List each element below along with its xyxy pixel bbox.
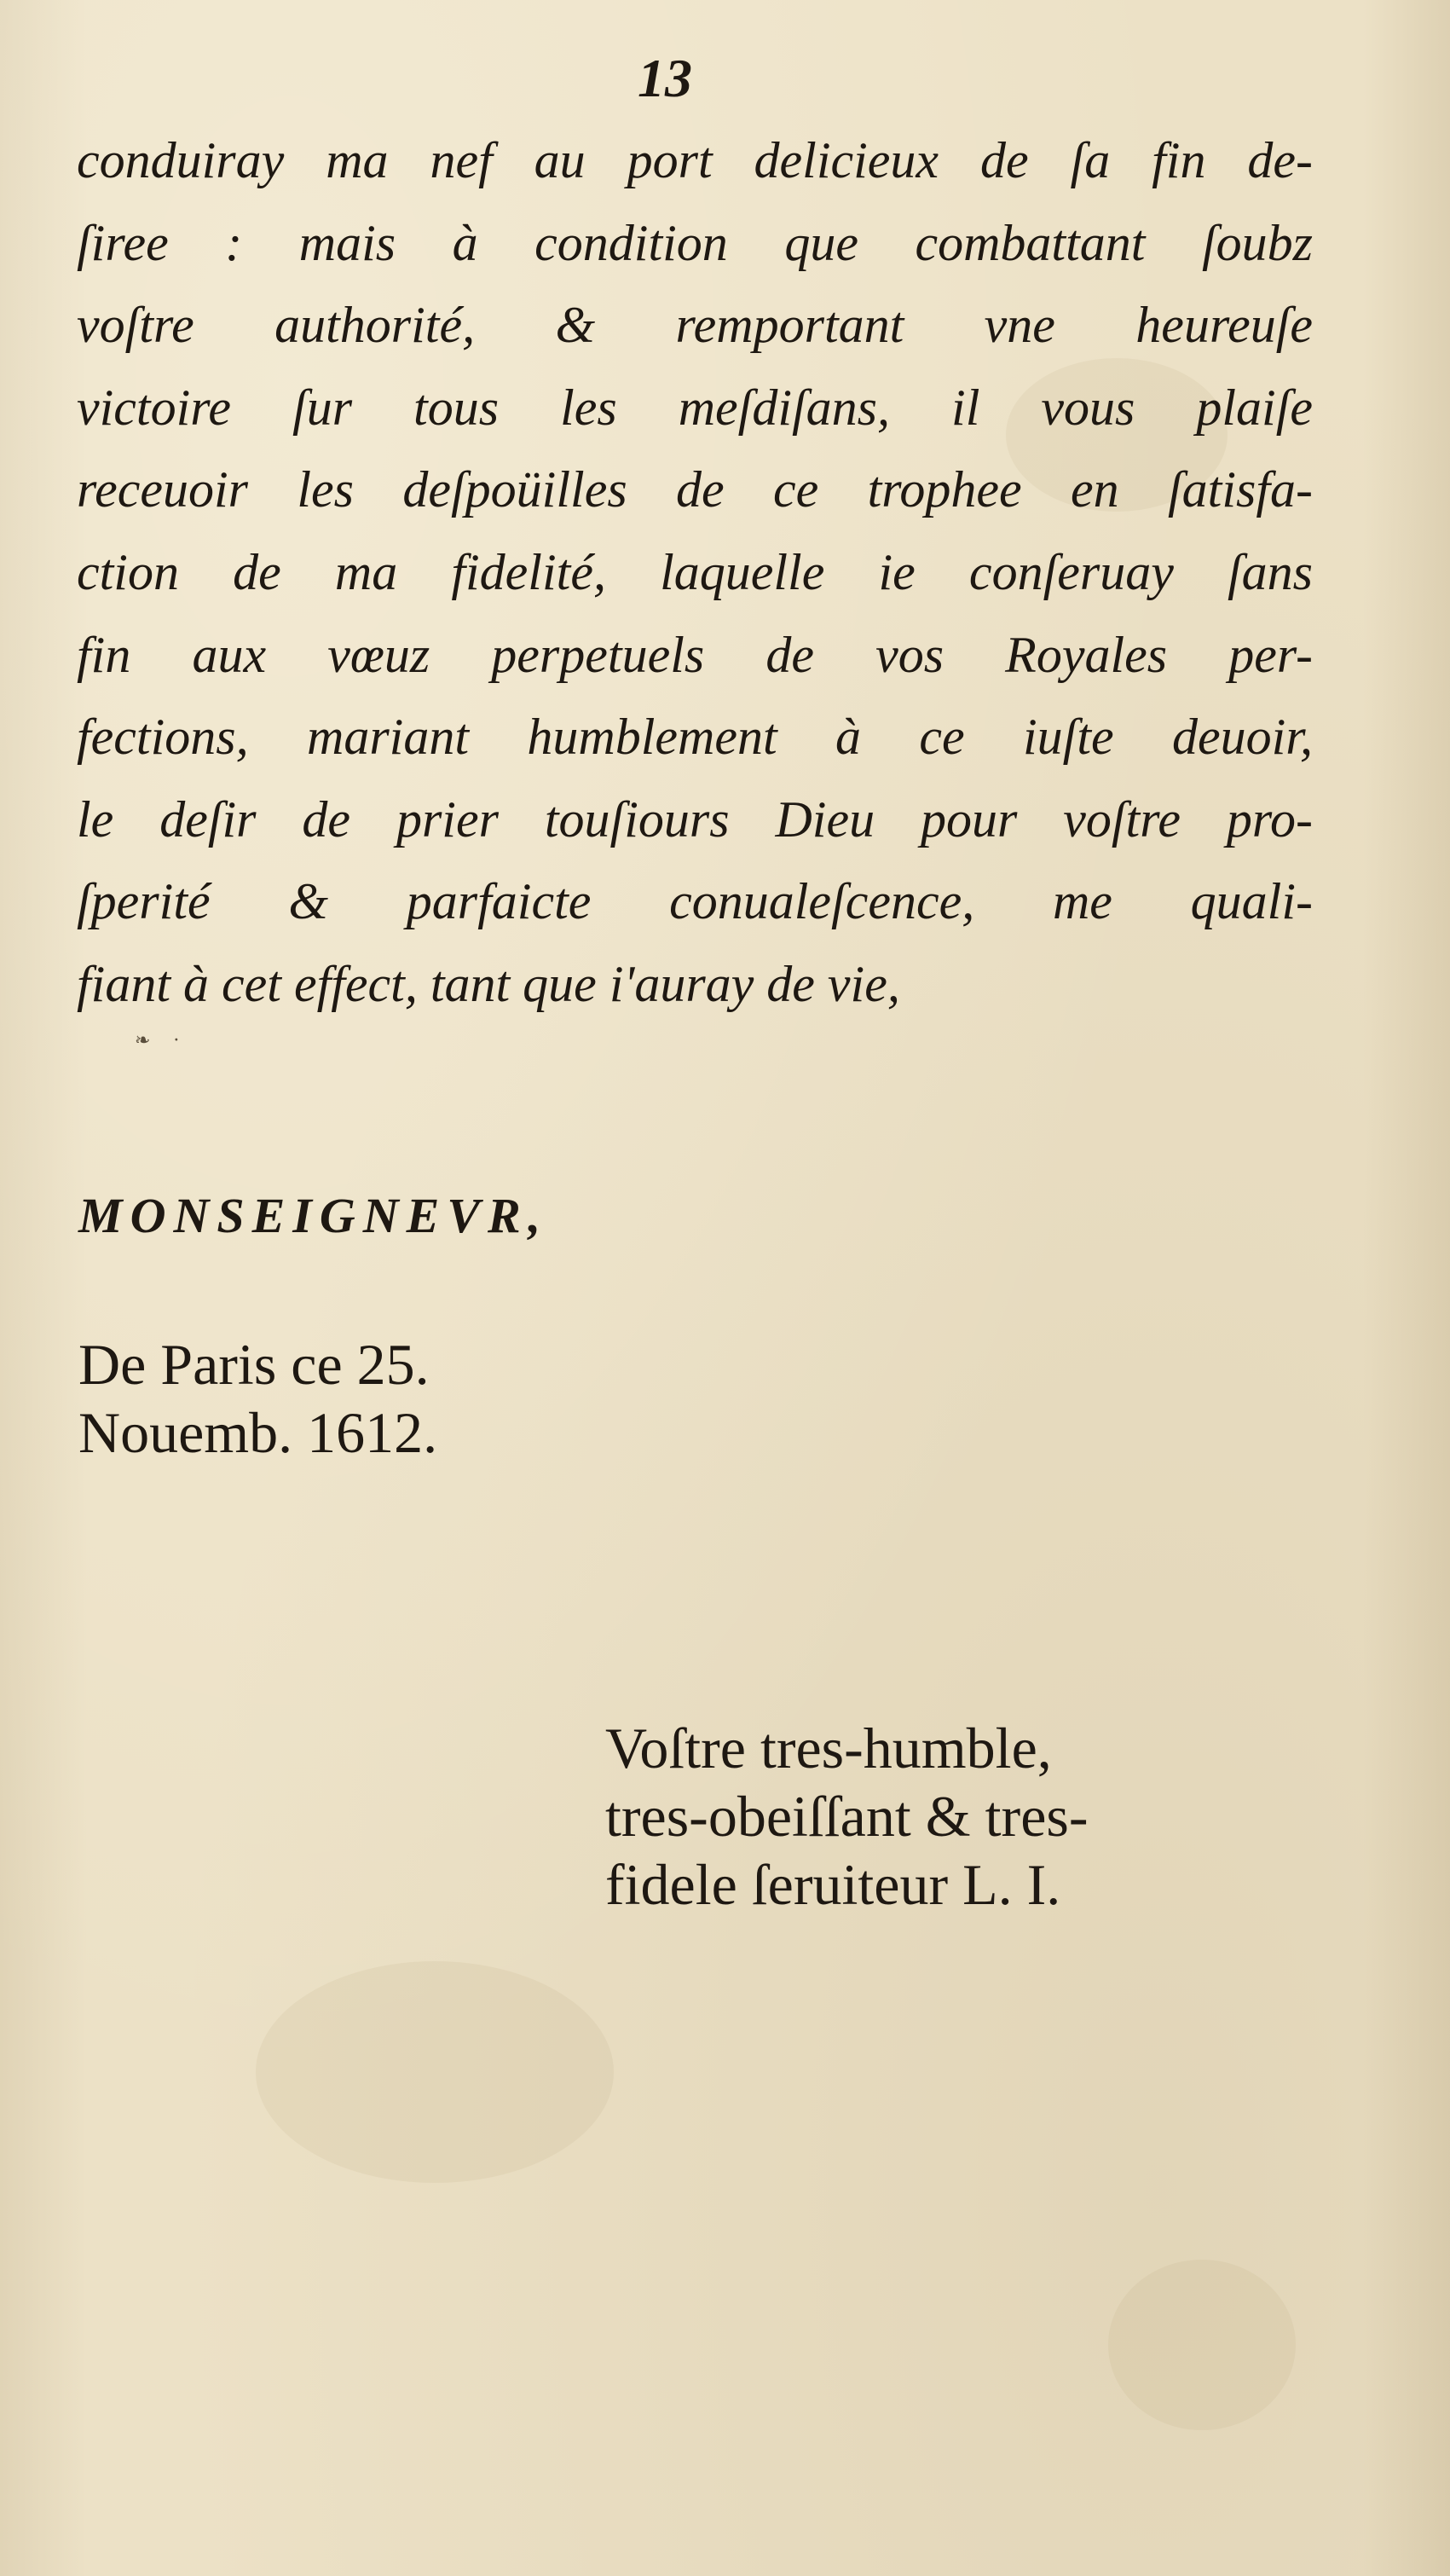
date-line-place: De Paris ce 25.: [78, 1332, 430, 1397]
signature-block: [605, 1714, 1088, 1919]
paper-stain: [256, 1961, 614, 2183]
letter-body: [77, 119, 1313, 1026]
salutation: MONSEIGNEVR,: [78, 1188, 549, 1243]
signature-line: fidele ſeruiteur L. I.: [605, 1852, 1061, 1917]
printer-ornament: ❧ ·: [135, 1030, 188, 1051]
date-line: [78, 1330, 437, 1467]
body-line: ction de ma fidelité, laquelle ie conſeruay ſans: [77, 543, 1313, 600]
body-line: fections, mariant humblement à ce iuſte deuoir,: [77, 709, 1313, 766]
body-line: voſtre authorité, & remportant vne heureuſe: [77, 297, 1313, 354]
paper-stain: [1108, 2260, 1296, 2430]
body-line: le deſir de prier touſiours Dieu pour voſtre pro-: [77, 790, 1313, 848]
body-line: victoire ſur tous les meſdiſans, il vous plaiſe: [77, 379, 1313, 436]
page-number: 13: [638, 48, 692, 108]
body-line: ſperité & parfaicte conualeſcence, me quali-: [77, 873, 1313, 930]
date-line-date: Nouemb. 1612.: [78, 1400, 438, 1465]
body-line: ſiree : mais à condition que combattant ſoubz: [77, 214, 1313, 271]
signature-line: tres-obeiſſant & tres-: [605, 1784, 1089, 1849]
signature-line: Voſtre tres-humble,: [605, 1716, 1052, 1780]
body-line: conduiray ma nef au port delicieux de ſa fin de-: [77, 132, 1313, 188]
body-line: fiant à cet effect, tant que i'auray de vie,: [77, 955, 900, 1012]
body-line: fin aux vœuz perpetuels de vos Royales per-: [77, 626, 1313, 683]
body-line: receuoir les deſpoüilles de ce trophee en ſatisfa-: [77, 461, 1313, 518]
